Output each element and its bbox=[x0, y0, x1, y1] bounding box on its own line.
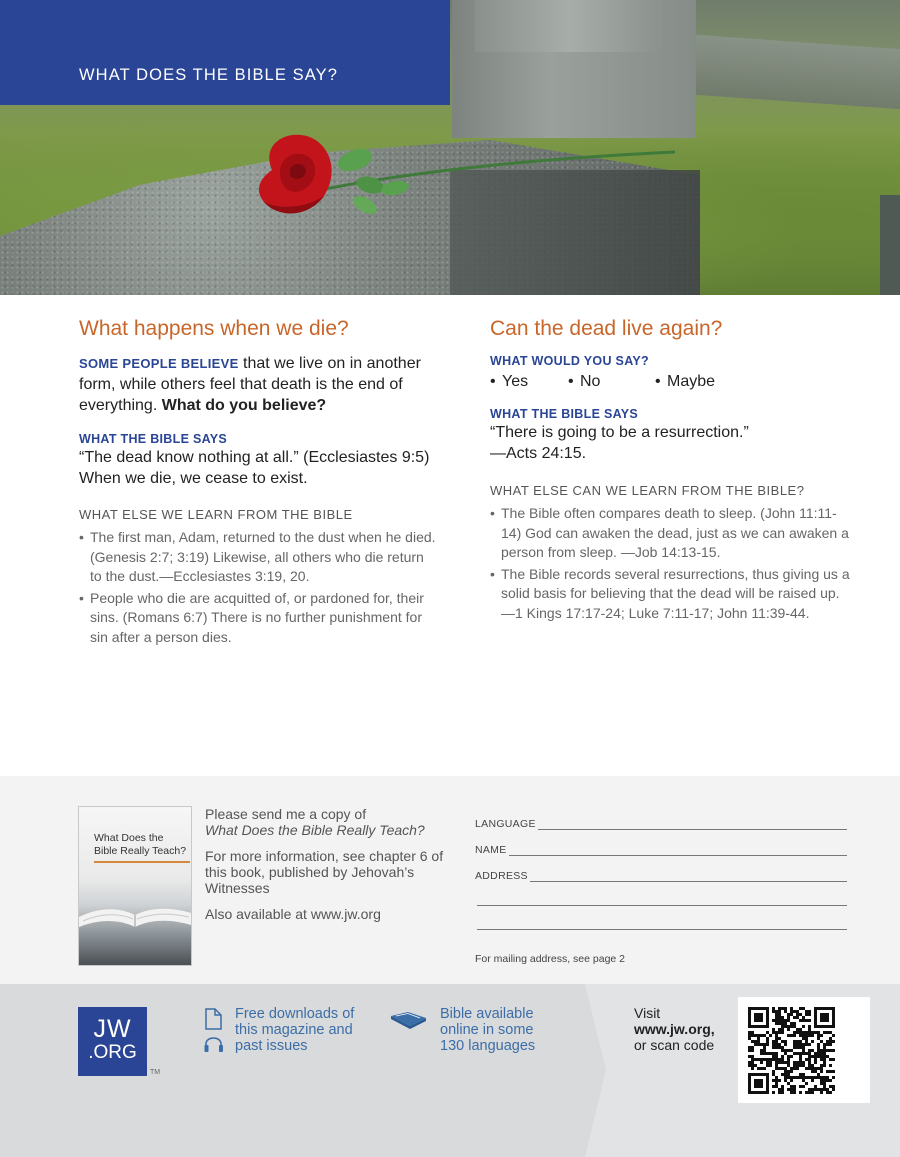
address-label: ADDRESS bbox=[475, 870, 528, 882]
book-cover-title: What Does the Bible Really Teach? bbox=[94, 832, 187, 857]
language-line[interactable] bbox=[538, 819, 847, 830]
left-intro bbox=[79, 353, 439, 416]
right-column bbox=[490, 314, 850, 626]
list-item: • The Bible records several resurrections, thus giving us a solid basis for believing that the dead will be raised up.—1 Kings 17:17-24; Luke 7:11-17; John 11:39-44. bbox=[490, 565, 850, 624]
left-bible-says-label: WHAT THE BIBLE SAYS bbox=[79, 432, 228, 446]
address-line[interactable] bbox=[530, 871, 847, 882]
more-info-text: For more information, see chapter 6 of this book, published by Jehovah’s Witnesses bbox=[205, 848, 444, 896]
option-maybe: • Maybe bbox=[655, 371, 715, 393]
right-bible-says-label: WHAT THE BIBLE SAYS bbox=[490, 407, 639, 421]
mailing-note: For mailing address, see page 2 bbox=[475, 953, 625, 965]
left-bible-says-text: “The dead know nothing at all.” (Ecclesiastes 9:5) When we die, we cease to exist. bbox=[79, 449, 430, 487]
order-form-text bbox=[205, 806, 455, 932]
left-column bbox=[79, 314, 439, 650]
right-learn-label: WHAT ELSE CAN WE LEARN FROM THE BIBLE? bbox=[490, 483, 805, 498]
list-item: • The first man, Adam, returned to the dust when he died. (Genesis 2:7; 3:19) Likewise, all others who die return to the dust.—Ecclesiastes 3:19, 20. bbox=[79, 528, 439, 587]
would-say-label: WHAT WOULD YOU SAY? bbox=[490, 354, 649, 368]
rose-icon bbox=[250, 130, 680, 240]
bible-online-text[interactable]: Bible available online in some 130 languages bbox=[440, 1006, 536, 1054]
qr-code-icon bbox=[738, 997, 870, 1103]
language-label: LANGUAGE bbox=[475, 818, 536, 830]
qr-code[interactable] bbox=[738, 997, 870, 1103]
name-label: NAME bbox=[475, 844, 507, 856]
right-bible-says-ref: —Acts 24:15. bbox=[490, 445, 587, 462]
visit-label: Visit bbox=[634, 1005, 661, 1021]
intro-lead: SOME PEOPLE BELIEVE bbox=[79, 356, 239, 371]
right-bible-says-quote: “There is going to be a resurrection.” bbox=[490, 424, 749, 441]
book-cover bbox=[78, 806, 192, 966]
visit-text bbox=[634, 1005, 715, 1053]
logo-jw: JW bbox=[93, 1015, 132, 1043]
downloads-text[interactable]: Free downloads of this magazine and past issues bbox=[235, 1006, 355, 1054]
bible-icon bbox=[390, 1008, 428, 1030]
logo-org: .ORG bbox=[88, 1042, 137, 1063]
list-item: • The Bible often compares death to sleep. (John 11:11-14) God can awaken the dead, just as we can awaken a person from sleep. —Job 14:13-15. bbox=[490, 504, 850, 563]
banner bbox=[0, 0, 450, 105]
trademark: TM bbox=[150, 1069, 161, 1076]
open-book-icon bbox=[79, 899, 191, 929]
banner-title: WHAT DOES THE BIBLE SAY? bbox=[79, 66, 338, 84]
answer-options bbox=[490, 371, 850, 393]
left-heading: What happens when we die? bbox=[79, 317, 349, 340]
request-book-title: What Does the Bible Really Teach? bbox=[205, 822, 425, 838]
download-icon bbox=[204, 1008, 224, 1054]
option-yes: • Yes bbox=[490, 371, 568, 393]
left-learn-list bbox=[79, 528, 439, 648]
also-available-text: Also available at www.jw.org bbox=[205, 906, 381, 922]
right-heading: Can the dead live again? bbox=[490, 317, 723, 340]
back-headstone-top bbox=[475, 0, 665, 52]
list-item: • People who die are acquitted of, or pardoned for, their sins. (Romans 6:7) There is no further punishment for sin after a person dies. bbox=[79, 589, 439, 648]
intro-text: that we live on in another form, while others feel that death is the end of everything. bbox=[79, 355, 421, 414]
intro-question: What do you believe? bbox=[161, 397, 327, 414]
request-line: Please send me a copy of bbox=[205, 806, 367, 822]
request-text bbox=[205, 806, 455, 838]
left-learn-label: WHAT ELSE WE LEARN FROM THE BIBLE bbox=[79, 507, 353, 522]
right-headstone bbox=[880, 195, 900, 295]
visit-scan: or scan code bbox=[634, 1037, 715, 1053]
jw-org-logo[interactable] bbox=[78, 1007, 147, 1076]
right-learn-list bbox=[490, 504, 850, 624]
name-line[interactable] bbox=[509, 845, 847, 856]
option-no: • No bbox=[568, 371, 655, 393]
order-form-fields bbox=[475, 804, 847, 930]
language-field[interactable] bbox=[475, 804, 847, 830]
address-line-2[interactable] bbox=[477, 882, 847, 906]
book-cover-rule bbox=[94, 861, 190, 863]
name-field[interactable] bbox=[475, 830, 847, 856]
address-line-3[interactable] bbox=[477, 906, 847, 930]
visit-url[interactable]: www.jw.org, bbox=[634, 1021, 715, 1037]
address-field[interactable] bbox=[475, 856, 847, 882]
